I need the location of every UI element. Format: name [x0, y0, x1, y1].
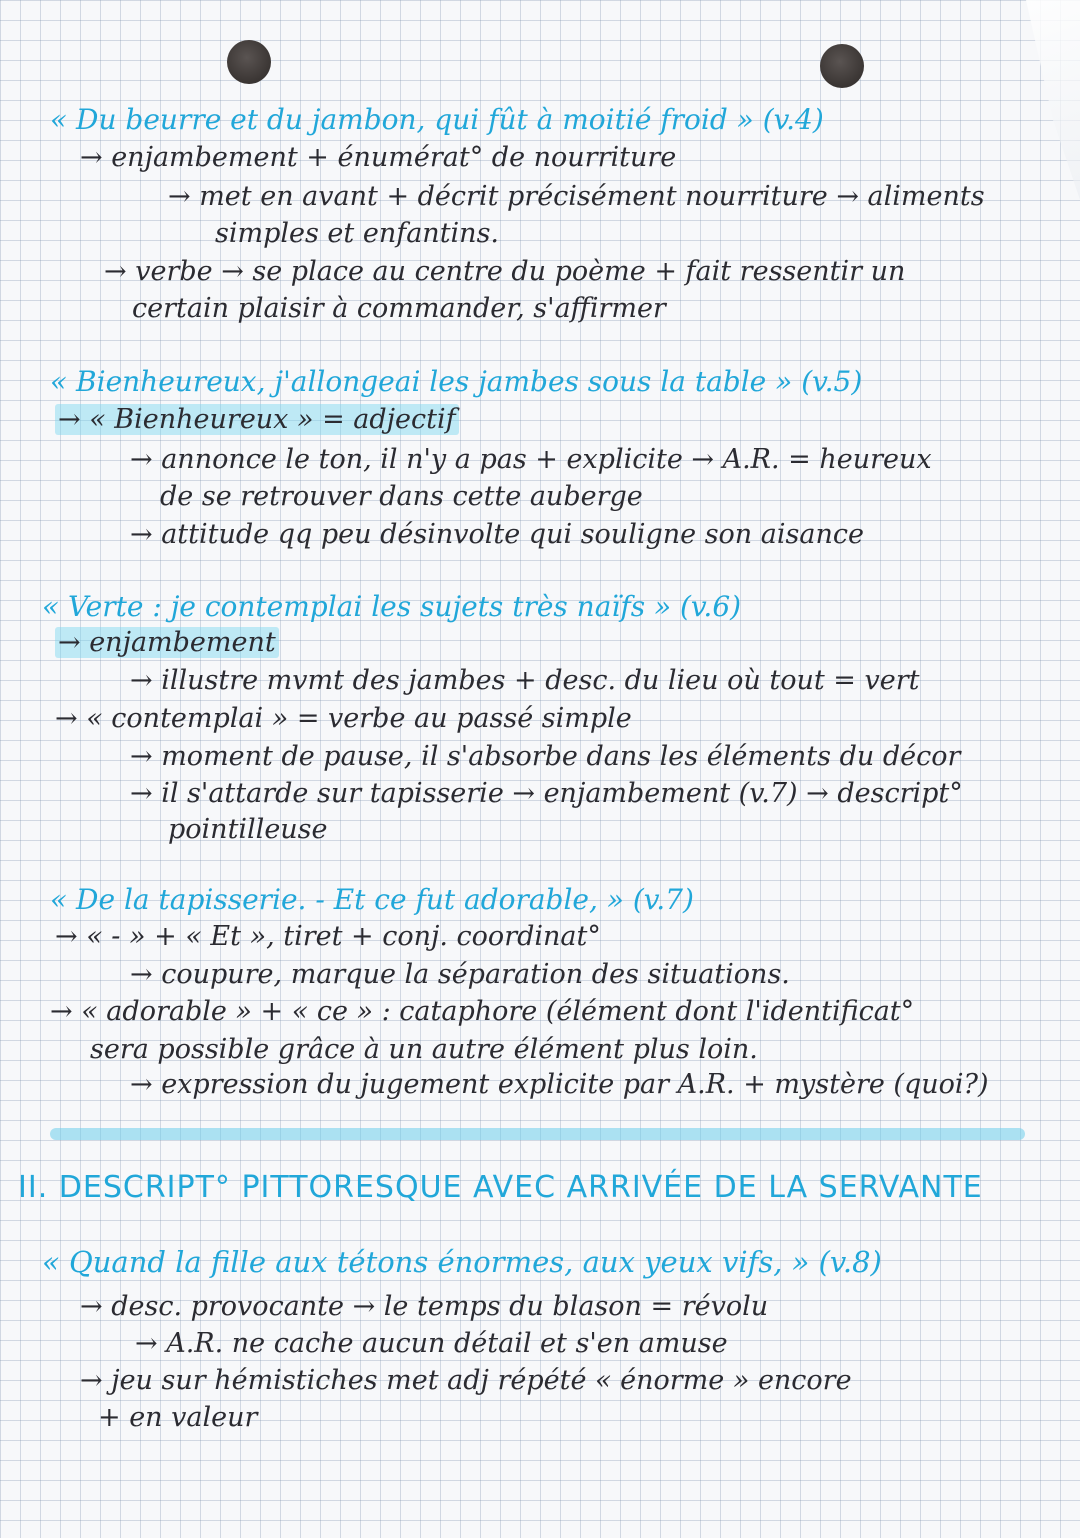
note-line: → attitude qq peu désinvolte qui souligne son aisance	[130, 519, 864, 550]
note-line: → verbe → se place au centre du poème + fait ressentir un	[104, 256, 906, 287]
quote-v6: « Verte : je contemplai les sujets très naïfs » (v.6)	[42, 590, 742, 623]
quote-v7: « De la tapisserie. - Et ce fut adorable, » (v.7)	[50, 883, 694, 916]
torn-page-corner	[990, 0, 1080, 200]
note-line: → il s'attarde sur tapisserie → enjambement (v.7) → descript°	[130, 778, 963, 809]
quote-v8: « Quand la fille aux tétons énormes, aux yeux vifs, » (v.8)	[42, 1245, 882, 1279]
note-line: pointilleuse	[168, 814, 328, 845]
note-line: de se retrouver dans cette auberge	[160, 481, 643, 512]
binder-hole-right	[820, 44, 864, 88]
note-line	[55, 403, 459, 437]
enjambement-highlight: → enjambement	[55, 627, 279, 658]
note-line: → coupure, marque la séparation des situations.	[130, 959, 790, 990]
note-line: certain plaisir à commander, s'affirmer	[132, 293, 666, 324]
note-line: + en valeur	[98, 1402, 258, 1433]
section-divider	[50, 1128, 1025, 1140]
note-line: → met en avant + décrit précisément nourriture → aliments	[168, 181, 985, 212]
section-heading: II. DESCRIPT° PITTORESQUE AVEC ARRIVÉE DE LA SERVANTE	[18, 1170, 983, 1205]
binder-hole-left	[227, 40, 271, 84]
note-line: → jeu sur hémistiches met adj répété « énorme » encore	[80, 1365, 852, 1396]
note-line: → expression du jugement explicite par A.R. + mystère (quoi?)	[130, 1069, 989, 1100]
quote-v5: « Bienheureux, j'allongeai les jambes sous la table » (v.5)	[50, 365, 863, 398]
note-line: → A.R. ne cache aucun détail et s'en amuse	[135, 1328, 728, 1359]
note-line: simples et enfantins.	[215, 218, 500, 249]
adjective-highlight: → « Bienheureux » = adjectif	[55, 404, 459, 435]
note-line: → annonce le ton, il n'y a pas + explicite → A.R. = heureux	[130, 444, 932, 475]
note-line: → moment de pause, il s'absorbe dans les éléments du décor	[130, 741, 961, 772]
note-line: → enjambement + énumérat° de nourriture	[80, 142, 677, 173]
note-line: sera possible grâce à un autre élément plus loin.	[90, 1034, 758, 1065]
note-line	[55, 626, 279, 660]
note-line: → « - » + « Et », tiret + conj. coordinat°	[55, 921, 601, 952]
note-line: → « adorable » + « ce » : cataphore (élément dont l'identificat°	[50, 996, 915, 1027]
quote-v4: « Du beurre et du jambon, qui fût à moitié froid » (v.4)	[50, 103, 824, 136]
note-line: → « contemplai » = verbe au passé simple	[55, 703, 632, 734]
note-line: → desc. provocante → le temps du blason = révolu	[80, 1291, 769, 1322]
note-line: → illustre mvmt des jambes + desc. du lieu où tout = vert	[130, 665, 920, 696]
